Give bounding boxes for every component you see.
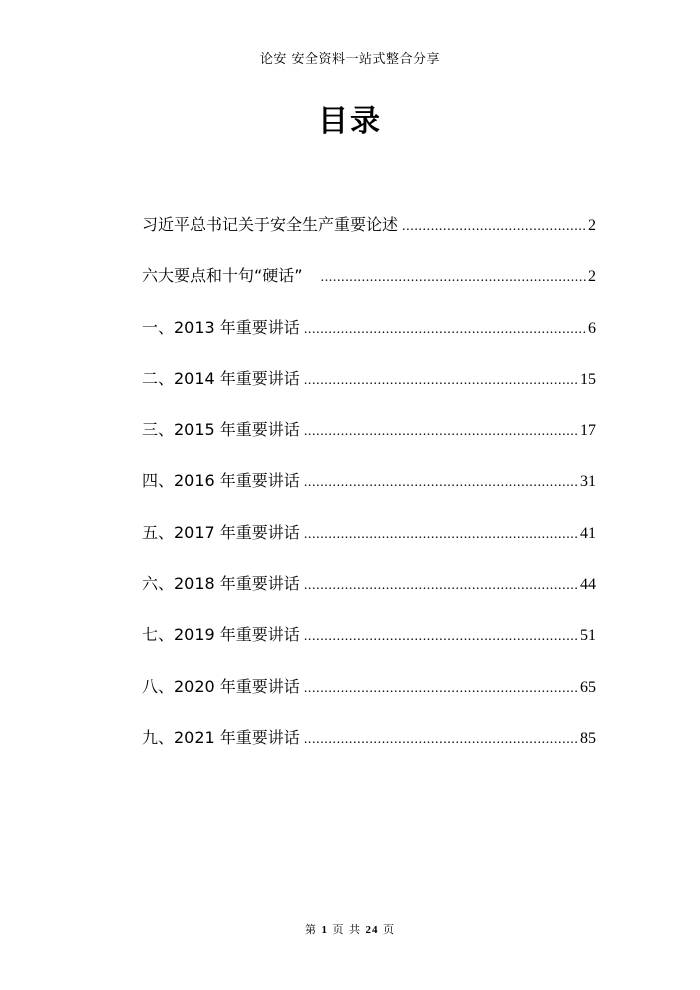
toc-entry[interactable]	[142, 417, 596, 468]
toc-entry-label: 一、2013 年重要讲话	[142, 317, 300, 337]
toc-entry[interactable]	[142, 520, 596, 571]
toc-entry-page: 15	[580, 370, 596, 388]
toc-entry-label: 习近平总书记关于安全生产重要论述	[142, 215, 399, 234]
footer-middle: 页 共	[332, 923, 361, 936]
toc-entry-label: 四、2016 年重要讲话	[142, 471, 300, 491]
toc-entry-label: 九、2021 年重要讲话	[142, 727, 300, 747]
toc-entry-page: 6	[588, 319, 596, 337]
toc-entry[interactable]	[142, 571, 596, 622]
toc-entry-page: 85	[580, 729, 596, 747]
toc-leader-dots	[304, 629, 579, 645]
toc-entry-page: 2	[588, 268, 596, 286]
toc-leader-dots	[304, 424, 579, 440]
page-title: 目录	[318, 104, 382, 139]
toc-entry[interactable]	[142, 468, 596, 519]
toc-entry[interactable]	[142, 366, 596, 417]
table-of-contents	[142, 212, 596, 776]
toc-entry[interactable]	[142, 725, 596, 776]
toc-entry-label: 八、2020 年重要讲话	[142, 676, 300, 696]
toc-entry[interactable]	[142, 315, 596, 366]
toc-entry-label: 七、2019 年重要讲话	[142, 625, 300, 645]
toc-leader-dots	[321, 270, 587, 286]
toc-entry[interactable]	[142, 263, 596, 314]
toc-entry-page: 51	[580, 627, 596, 645]
toc-entry-page: 41	[580, 524, 596, 542]
toc-entry-page: 44	[580, 576, 596, 594]
toc-leader-dots	[304, 373, 579, 389]
toc-entry[interactable]	[142, 622, 596, 673]
toc-entry[interactable]	[142, 674, 596, 725]
toc-leader-dots	[304, 322, 587, 338]
toc-leader-dots	[304, 527, 579, 543]
toc-leader-dots	[304, 732, 579, 748]
toc-entry-label: 五、2017 年重要讲话	[142, 522, 300, 542]
toc-leader-dots	[402, 219, 587, 235]
toc-leader-dots	[304, 475, 579, 491]
toc-entry-label: 二、2014 年重要讲话	[142, 368, 300, 388]
toc-entry-page: 2	[588, 217, 596, 234]
page-footer	[0, 921, 700, 937]
toc-entry-label: 六大要点和十句“硬话”	[142, 266, 303, 286]
toc-entry-label: 六、2018 年重要讲话	[142, 574, 300, 594]
toc-entry-page: 31	[580, 473, 596, 491]
toc-entry-label: 三、2015 年重要讲话	[142, 420, 300, 440]
page-header: 论安 安全资料一站式整合分享	[259, 52, 441, 67]
toc-entry-page: 17	[580, 422, 596, 440]
footer-prefix: 第	[305, 923, 317, 936]
footer-current-page: 1	[321, 924, 328, 936]
toc-leader-dots	[304, 578, 579, 594]
footer-total-pages: 24	[365, 924, 379, 936]
toc-entry-page: 65	[580, 678, 596, 696]
footer-suffix: 页	[383, 923, 395, 936]
toc-entry[interactable]	[142, 212, 596, 263]
toc-leader-dots	[304, 681, 579, 697]
